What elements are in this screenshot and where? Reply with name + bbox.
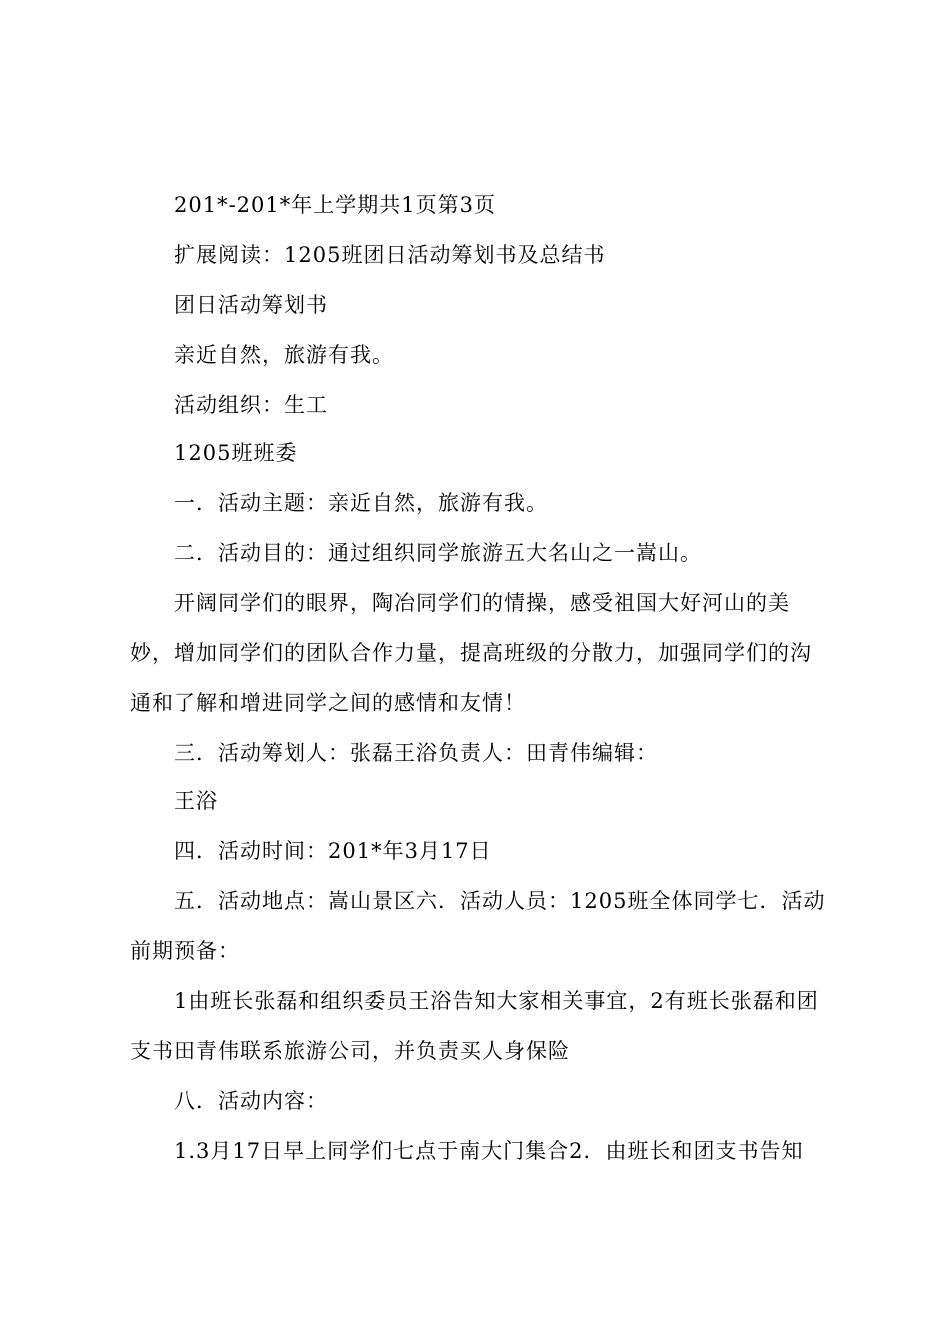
text-line: 五．活动地点：嵩山景区六．活动人员：1205班全体同学七．活动 [174,889,826,913]
text-line: 通和了解和增进同学之间的感情和友情！ [130,691,526,715]
text-line: 活动组织：生工 [174,393,328,417]
text-line: 开阔同学们的眼界，陶冶同学们的情操，感受祖国大好河山的美 [174,591,790,615]
text-line: 四．活动时间：201*年3月17日 [174,839,492,863]
text-line: 三．活动筹划人：张磊王浴负责人：田青伟编辑： [174,741,658,765]
text-line: 王浴 [174,789,218,813]
text-line: 妙，增加同学们的团队合作力量，提高班级的分散力，加强同学们的沟 [130,641,812,665]
text-line: 扩展阅读：1205班团日活动筹划书及总结书 [174,243,606,267]
text-line: 1由班长张磊和组织委员王浴告知大家相关事宜，2有班长张磊和团 [174,989,819,1013]
text-line: 团日活动筹划书 [174,293,328,317]
text-line: 二．活动目的：通过组织同学旅游五大名山之一嵩山。 [174,541,702,565]
text-line: 支书田青伟联系旅游公司，并负责买人身保险 [130,1039,570,1063]
text-line: 201*-201*年上学期共1页第3页 [174,193,496,217]
text-line: 一．活动主题：亲近自然，旅游有我。 [174,491,548,515]
text-line: 前期预备： [130,939,240,963]
text-line: 亲近自然，旅游有我。 [174,343,394,367]
text-line: 1.3月17日早上同学们七点于南大门集合2．由班长和团支书告知 [174,1139,804,1163]
text-line: 1205班班委 [174,441,298,465]
text-line: 八．活动内容： [174,1089,328,1113]
